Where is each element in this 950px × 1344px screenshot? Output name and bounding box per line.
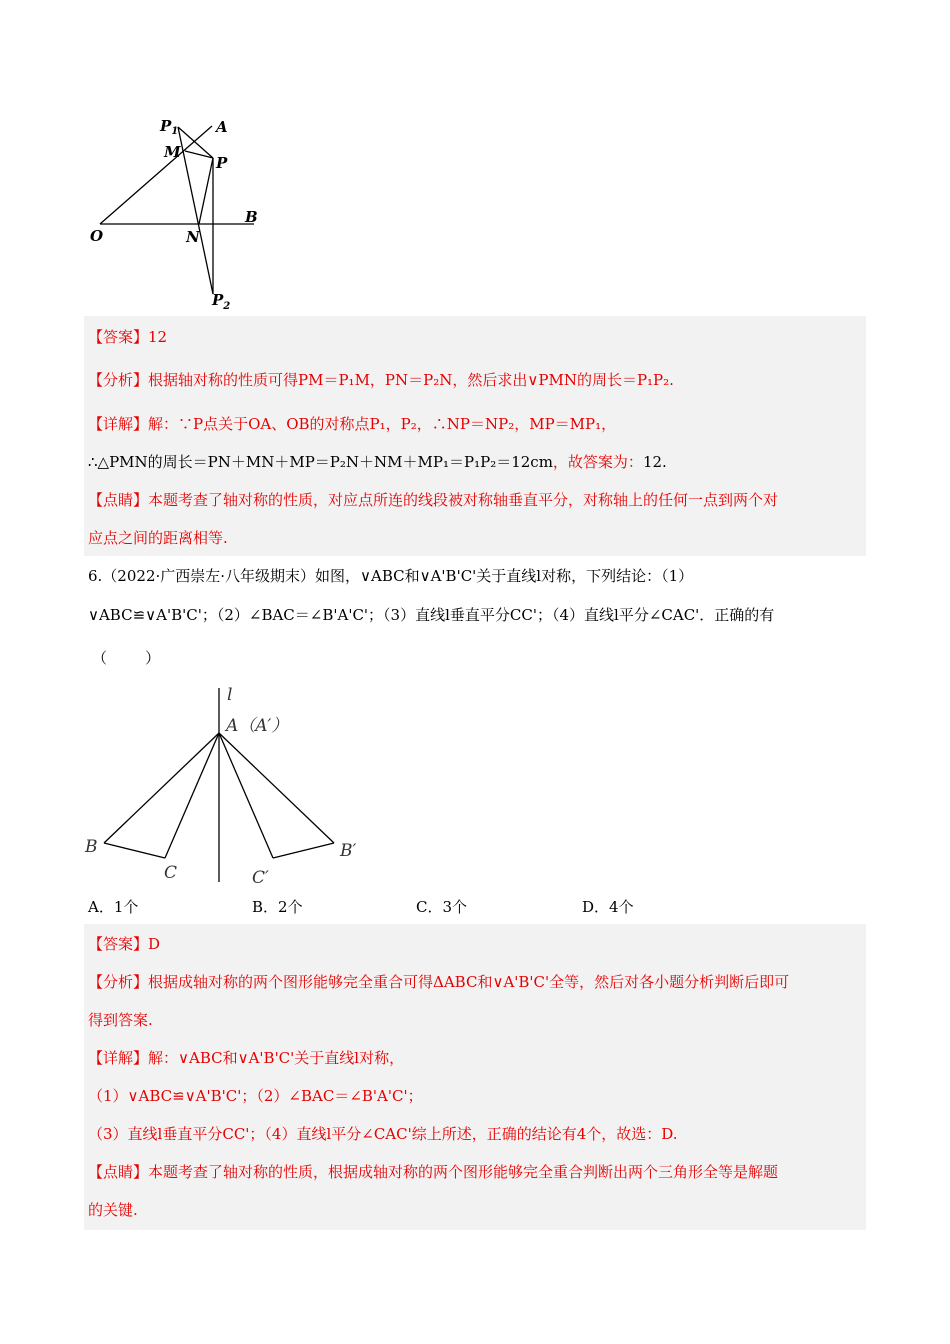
q5-answer-line <box>88 327 167 347</box>
segment-p-n <box>199 158 213 224</box>
detail-formula: ∴△PMN的周长＝PN＋MN＋MP＝P₂N＋NM＋MP₁＝P₁P₂＝12cm <box>88 453 553 471</box>
figure-symmetric-triangles <box>80 680 370 890</box>
q5-solution-block <box>84 316 866 556</box>
q5-detail-line-2 <box>88 452 667 472</box>
q6-stem-3: （ ） <box>92 649 161 667</box>
label-p: P <box>216 154 228 172</box>
analysis-tag: 【分析】 <box>88 371 149 389</box>
comment-tag: 【点睛】 <box>88 1163 149 1181</box>
segment-bc-prime <box>273 843 334 858</box>
label-l: l <box>227 685 233 705</box>
label-p1: $P_1$ <box>160 117 179 137</box>
figure-reflection-angle <box>80 108 280 318</box>
answer-tag: 【答案】 <box>88 935 149 953</box>
segment-p1-p2 <box>178 127 213 294</box>
label-b: B <box>245 208 258 226</box>
detail-tag: 【详解】 <box>88 415 149 433</box>
segment-bc <box>104 843 165 858</box>
label-c-prime: C′ <box>252 868 269 888</box>
option-c[interactable]: C．3个 <box>416 898 468 916</box>
label-m: M <box>164 143 181 161</box>
q6-analysis-line-2: 得到答案. <box>88 1011 153 1029</box>
q6-answer-line <box>88 934 160 954</box>
comment-text: 本题考查了轴对称的性质，根据成轴对称的两个图形能够完全重合判断出两个三角形全等是解题 <box>148 1163 779 1181</box>
detail-text: 解：∵P点关于OA、OB的对称点P₁，P₂，∴NP＝NP₂，MP＝MP₁， <box>148 415 617 433</box>
label-p2: $P_2$ <box>212 291 231 312</box>
answer-value: D <box>148 935 161 953</box>
q6-stem-2: ∨ABC≌∨A'B'C'；（2）∠BAC＝∠B'A'C'；（3）直线l垂直平分CC'；（4）直线l平分∠CAC'．正确的有 <box>88 606 775 624</box>
q6-solution-block <box>84 924 866 1230</box>
q6-analysis-line-1 <box>88 972 789 992</box>
comment-text: 本题考查了轴对称的性质，对应点所连的线段被对称轴垂直平分，对称轴上的任何一点到两个对 <box>148 491 779 509</box>
label-c: C <box>164 863 178 883</box>
segment-ab-prime <box>219 733 334 843</box>
q5-detail-line-1 <box>88 414 616 434</box>
q6-comment-line-2: 的关键. <box>88 1201 138 1219</box>
analysis-text: 根据轴对称的性质可得PM＝P₁M，PN＝P₂N，然后求出∨PMN的周长＝P₁P₂. <box>148 371 674 389</box>
label-a-a-prime: A（A′） <box>226 716 289 736</box>
q6-stem-1: 6.（2022·广西崇左·八年级期末）如图，∨ABC和∨A'B'C'关于直线l对称，下列结论：（1） <box>88 567 694 585</box>
answer-value: 12 <box>148 328 168 346</box>
option-d[interactable]: D．4个 <box>582 898 634 916</box>
label-b-prime: B′ <box>340 841 357 861</box>
segment-ac-prime <box>219 733 273 858</box>
segment-ab <box>104 733 219 843</box>
detail-answer: 12. <box>642 453 667 471</box>
label-b: B <box>85 837 98 857</box>
label-o: O <box>90 227 104 245</box>
q6-detail-line-2: （1）∨ABC≌∨A'B'C'；（2）∠BAC＝∠B'A'C'； <box>88 1087 423 1105</box>
q5-comment-line-1 <box>88 490 778 510</box>
detail-tag: 【详解】 <box>88 1049 149 1067</box>
option-a[interactable]: A．1个 <box>88 898 139 916</box>
q6-comment-line-1 <box>88 1162 778 1182</box>
detail-conclusion: ，故答案为： <box>552 453 643 471</box>
analysis-text: 根据成轴对称的两个图形能够完全重合可得ΔABC和∨A'B'C'全等，然后对各小题分析判断后即可 <box>148 973 790 991</box>
analysis-tag: 【分析】 <box>88 973 149 991</box>
comment-tag: 【点睛】 <box>88 491 149 509</box>
answer-tag: 【答案】 <box>88 328 149 346</box>
option-b[interactable]: B．2个 <box>252 898 303 916</box>
label-a: A <box>216 118 228 136</box>
q5-analysis-line <box>88 370 674 390</box>
q6-detail-line-3: （3）直线l垂直平分CC'；（4）直线l平分∠CAC'综上所述，正确的结论有4个，故选：D. <box>88 1125 678 1143</box>
q5-comment-line-2: 应点之间的距离相等. <box>88 529 228 547</box>
label-n: N <box>186 228 200 246</box>
segment-ac <box>165 733 219 858</box>
detail-text: 解：∨ABC和∨A'B'C'关于直线l对称， <box>148 1049 405 1067</box>
q6-detail-line-1 <box>88 1048 404 1068</box>
